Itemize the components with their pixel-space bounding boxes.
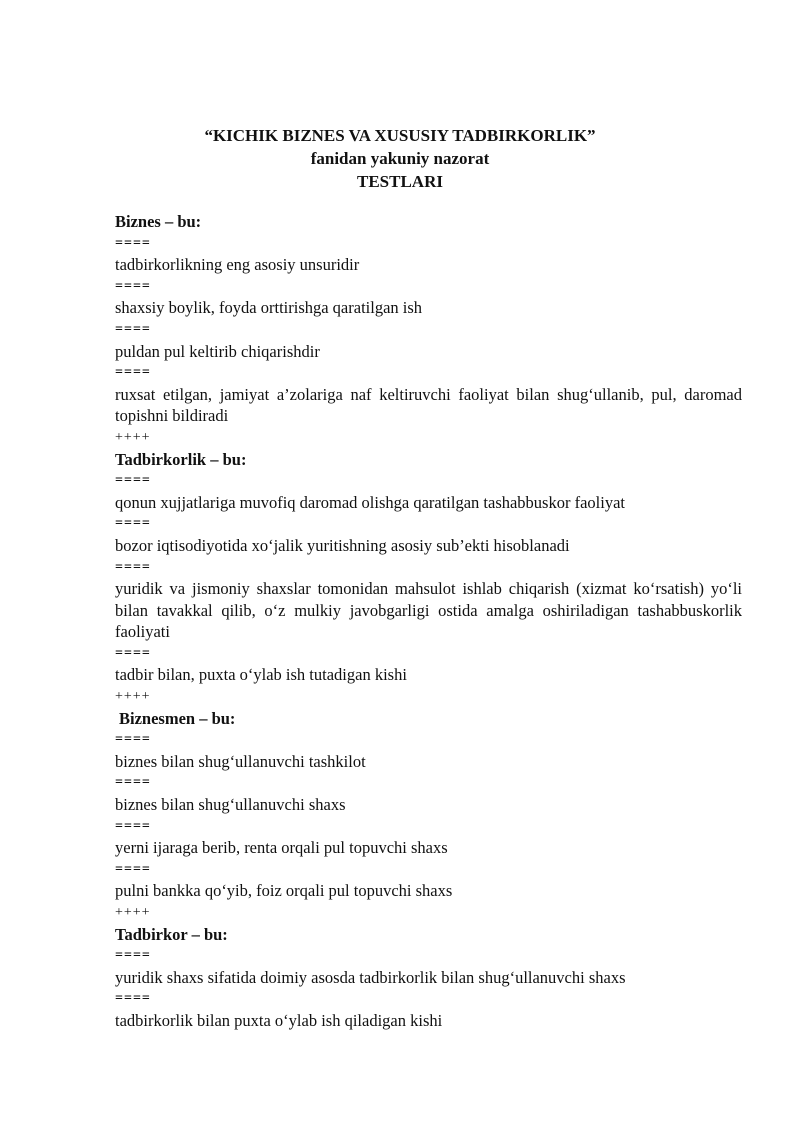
option-separator: ====: [115, 559, 151, 575]
option-separator: ====: [115, 235, 151, 251]
question-title: Tadbirkorlik – bu:: [115, 449, 247, 469]
answer-option: qonun xujjatlariga muvofiq daromad olishga qaratilgan tashabbuskor faoliyat: [115, 492, 625, 512]
document-title: “KICHIK BIZNES VA XUSUSIY TADBIRKORLIK”: [204, 126, 596, 145]
option-separator: ====: [115, 948, 151, 964]
question-separator: ++++: [115, 429, 151, 445]
question-separator: ++++: [115, 689, 151, 705]
answer-option: tadbirkorlik bilan puxta o‘ylab ish qiladigan kishi: [115, 1010, 443, 1030]
answer-option: biznes bilan shug‘ullanuvchi tashkilot: [115, 751, 366, 771]
answer-option: tadbirkorlikning eng asosiy unsuridir: [115, 255, 360, 275]
document-header: [0, 124, 800, 193]
option-separator: ====: [115, 991, 151, 1007]
answer-option: tadbir bilan, puxta o‘ylab ish tutadigan kishi: [115, 665, 407, 685]
answer-option: biznes bilan shug‘ullanuvchi shaxs: [115, 795, 346, 815]
question-separator: ++++: [115, 905, 151, 920]
answer-option: ruxsat etilgan, jamiyat a’zolariga naf keltiruvchi faoliyat bilan shug‘ullanib, pul, daromad topishni bildiradi: [115, 384, 742, 426]
option-separator: ====: [115, 365, 151, 381]
document-label: TESTLARI: [357, 172, 443, 191]
answer-option: yuridik shaxs sifatida doimiy asosda tadbirkorlik bilan shug‘ullanuvchi shaxs: [115, 967, 626, 987]
option-separator: ====: [115, 861, 151, 877]
answer-option: puldan pul keltirib chiqarishdir: [115, 341, 320, 361]
option-separator: ====: [115, 775, 151, 791]
option-separator: ====: [115, 732, 151, 748]
question-title: Biznes – bu:: [115, 212, 202, 231]
test-content: [115, 211, 742, 1032]
option-separator: ====: [115, 645, 151, 661]
answer-option: pulni bankka qo‘yib, foiz orqali pul topuvchi shaxs: [115, 881, 453, 901]
question-title: Biznesmen – bu:: [119, 708, 236, 728]
option-separator: ====: [115, 321, 151, 337]
option-separator: ====: [115, 473, 151, 489]
question-title: Tadbirkor – bu:: [115, 924, 228, 944]
answer-option: yuridik va jismoniy shaxslar tomonidan mahsulot ishlab chiqarish (xizmat ko‘rsatish) yo‘li bilan tavakkal qilib, o‘z mulkiy javobgarligi ostida amalga oshiriladigan tashabbuskorlik faoliyati: [115, 579, 742, 642]
document-subtitle: fanidan yakuniy nazorat: [310, 149, 490, 168]
option-separator: ====: [115, 278, 151, 294]
answer-option: yerni ijaraga berib, renta orqali pul topuvchi shaxs: [115, 838, 448, 858]
answer-option: shaxsiy boylik, foyda orttirishga qaratilgan ish: [115, 298, 423, 318]
option-separator: ====: [115, 516, 151, 532]
answer-option: bozor iqtisodiyotida xo‘jalik yuritishning asosiy sub’ekti hisoblanadi: [115, 535, 570, 555]
option-separator: ====: [115, 818, 151, 834]
